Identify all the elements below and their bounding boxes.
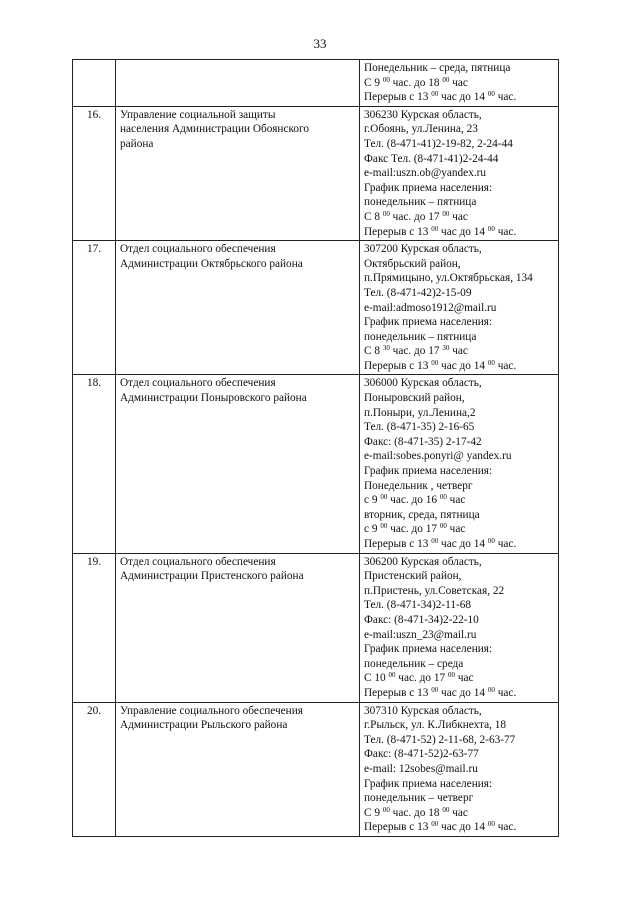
row-number: 19. <box>73 553 116 702</box>
address-line <box>364 391 554 406</box>
address-line <box>364 195 554 210</box>
address-text: Перерыв с 13 <box>364 686 432 699</box>
time-minutes: 00 <box>382 75 390 84</box>
address-text: График приема населения: <box>364 181 493 194</box>
address-line <box>364 449 554 464</box>
address-line <box>364 686 554 701</box>
address-line <box>364 777 554 792</box>
address-text: С 8 <box>364 345 383 358</box>
address-text: Тел. (8-471-52) 2-11-68, 2-63-77 <box>364 733 516 746</box>
address-text: час. до 17 <box>389 345 443 358</box>
address-text: час до 14 <box>438 225 488 238</box>
table-row <box>73 60 559 107</box>
address-line <box>364 330 554 345</box>
address-line <box>364 210 554 225</box>
time-minutes: 00 <box>487 685 495 694</box>
row-number: 16. <box>73 106 116 240</box>
organization-name-line: Отдел социального обеспечения <box>120 377 276 390</box>
address-line <box>364 657 554 672</box>
address-line <box>364 747 554 762</box>
address-text: Факс: (8-471-52)2-63-77 <box>364 748 479 761</box>
address-text: График приема населения: <box>364 465 493 478</box>
address-line <box>364 286 554 301</box>
time-minutes: 00 <box>431 224 439 233</box>
address-text: Перерыв с 13 <box>364 359 432 372</box>
address-text: час. до 17 <box>387 523 440 536</box>
organization-name <box>116 241 360 375</box>
address-text: час. <box>494 225 517 238</box>
address-text: Понедельник , четверг <box>364 479 473 492</box>
organization-name-line: района <box>120 137 154 150</box>
address-line <box>364 718 554 733</box>
time-minutes: 00 <box>431 820 439 829</box>
address-line <box>364 628 554 643</box>
address-text: График приема населения: <box>364 777 493 790</box>
address-and-schedule <box>360 106 559 240</box>
address-text: 306200 Курская область, <box>364 555 482 568</box>
address-line <box>364 242 554 257</box>
address-line <box>364 435 554 450</box>
address-text: г.Обоянь, ул.Ленина, 23 <box>364 123 478 136</box>
address-text: час <box>449 345 468 358</box>
address-line <box>364 152 554 167</box>
address-line <box>364 90 554 105</box>
address-text: e-mail:uszn_23@mail.ru <box>364 628 477 641</box>
address-line <box>364 508 554 523</box>
time-minutes: 30 <box>382 344 390 353</box>
time-minutes: 30 <box>442 344 450 353</box>
address-text: e-mail:uszn.ob@yandex.ru <box>364 167 487 180</box>
address-text: час <box>446 494 466 507</box>
time-minutes: 00 <box>487 820 495 829</box>
address-text: час. <box>494 91 517 104</box>
address-text: час. до 18 <box>389 76 443 89</box>
address-text: час. до 16 <box>387 494 440 507</box>
time-minutes: 00 <box>487 90 495 99</box>
table-row <box>73 553 559 702</box>
time-minutes: 00 <box>442 209 450 218</box>
address-text: час. <box>494 821 517 834</box>
time-minutes: 00 <box>487 358 495 367</box>
table-row <box>73 106 559 240</box>
address-line <box>364 598 554 613</box>
organization-name-line: Управление социального обеспечения <box>120 704 303 717</box>
address-text: Факс: (8-471-34)2-22-10 <box>364 613 479 626</box>
address-line <box>364 493 554 508</box>
address-line <box>364 61 554 76</box>
address-line <box>364 733 554 748</box>
table-row <box>73 702 559 836</box>
address-text: Тел. (8-471-41)2-19-82, 2-24-44 <box>364 137 513 150</box>
address-text: п.Прямицыно, ул.Октябрьская, 134 <box>364 272 533 285</box>
address-text: час <box>455 672 474 685</box>
address-text: Перерыв с 13 <box>364 821 432 834</box>
address-text: График приема населения: <box>364 643 493 656</box>
organization-name-line: Отдел социального обеспечения <box>120 555 276 568</box>
table-body <box>73 60 559 837</box>
address-line <box>364 301 554 316</box>
address-text: Перерыв с 13 <box>364 538 432 550</box>
address-line <box>364 76 554 91</box>
organization-name-line: Отдел социального обеспечения <box>120 243 276 256</box>
address-line <box>364 137 554 152</box>
address-text: понедельник – четверг <box>364 792 474 805</box>
office-contacts-table <box>72 59 559 837</box>
time-minutes: 00 <box>431 685 439 694</box>
time-minutes: 00 <box>448 671 456 680</box>
address-text: 307200 Курская область, <box>364 243 482 256</box>
row-number: 20. <box>73 702 116 836</box>
address-line <box>364 555 554 570</box>
address-line <box>364 122 554 137</box>
address-text: час <box>449 210 468 223</box>
address-text: С 8 <box>364 210 383 223</box>
row-number: 18. <box>73 375 116 553</box>
organization-name-line: Администрации Поныровского района <box>120 392 307 405</box>
page-number: 33 <box>313 36 327 51</box>
organization-name <box>116 553 360 702</box>
address-text: Понедельник – среда, пятница <box>364 62 511 74</box>
address-text: г.Рыльск, ул. К.Либкнехта, 18 <box>364 719 507 732</box>
address-and-schedule <box>360 60 559 107</box>
address-and-schedule <box>360 241 559 375</box>
address-text: С 9 <box>364 76 383 89</box>
time-minutes: 00 <box>380 493 388 502</box>
address-line <box>364 420 554 435</box>
address-text: с 9 <box>364 494 381 507</box>
table-row <box>73 375 559 553</box>
organization-name-line: населения Администрации Обоянского <box>120 123 310 136</box>
address-line <box>364 315 554 330</box>
time-minutes: 00 <box>487 537 495 545</box>
address-line <box>364 537 554 552</box>
address-text: С 10 <box>364 672 389 685</box>
address-line <box>364 225 554 240</box>
time-minutes: 00 <box>439 522 447 531</box>
address-text: Перерыв с 13 <box>364 225 432 238</box>
address-text: час. <box>494 686 517 699</box>
address-text: п.Пристень, ул.Советская, 22 <box>364 584 505 597</box>
table-row <box>73 241 559 375</box>
time-minutes: 00 <box>431 358 439 367</box>
organization-name <box>116 702 360 836</box>
address-text: час до 14 <box>438 91 488 104</box>
row-number <box>73 60 116 107</box>
address-line <box>364 791 554 806</box>
address-line <box>364 166 554 181</box>
address-line <box>364 671 554 686</box>
address-text: час <box>446 523 466 536</box>
address-text: час до 14 <box>438 359 488 372</box>
address-and-schedule <box>360 553 559 702</box>
organization-name <box>116 106 360 240</box>
organization-name <box>116 375 360 553</box>
time-minutes: 00 <box>431 537 439 545</box>
time-minutes: 00 <box>380 522 388 531</box>
address-line <box>364 479 554 494</box>
address-text: с 9 <box>364 523 381 536</box>
address-line <box>364 642 554 657</box>
address-line <box>364 271 554 286</box>
time-minutes: 00 <box>442 805 450 814</box>
organization-name-line: Администрации Рыльского района <box>120 719 288 732</box>
address-text: 307310 Курская область, <box>364 704 482 717</box>
address-text: Пристенский район, <box>364 570 462 583</box>
address-text: п.Поныри, ул.Ленина,2 <box>364 406 476 419</box>
address-line <box>364 406 554 421</box>
address-text: час до 14 <box>438 686 488 699</box>
address-text: понедельник – среда <box>364 657 464 670</box>
address-text: e-mail:admoso1912@mail.ru <box>364 301 497 314</box>
organization-name <box>116 60 360 107</box>
address-text: час. <box>494 359 517 372</box>
address-text: понедельник – пятница <box>364 330 477 343</box>
time-minutes: 00 <box>382 805 390 814</box>
address-line <box>364 359 554 374</box>
time-minutes: 00 <box>487 224 495 233</box>
address-text: час до 14 <box>438 538 488 550</box>
address-line <box>364 584 554 599</box>
address-text: 306230 Курская область, <box>364 108 482 121</box>
address-line <box>364 806 554 821</box>
address-line <box>364 108 554 123</box>
address-text: час <box>449 76 468 89</box>
address-text: час до 14 <box>438 821 488 834</box>
address-text: Факс: (8-471-35) 2-17-42 <box>364 435 482 448</box>
address-text: понедельник – пятница <box>364 196 477 209</box>
time-minutes: 00 <box>388 671 396 680</box>
time-minutes: 00 <box>382 209 390 218</box>
address-text: Тел. (8-471-42)2-15-09 <box>364 286 472 299</box>
organization-name-line: Управление социальной защиты <box>120 108 276 121</box>
address-line <box>364 522 554 537</box>
address-text: 306000 Курская область, <box>364 377 482 390</box>
row-number: 17. <box>73 241 116 375</box>
organization-name-line: Администрации Пристенского района <box>120 570 304 583</box>
address-line <box>364 181 554 196</box>
address-text: вторник, среда, пятница <box>364 508 480 521</box>
address-and-schedule <box>360 375 559 553</box>
time-minutes: 00 <box>442 75 450 84</box>
address-text: Поныровский район, <box>364 392 465 405</box>
address-and-schedule <box>360 702 559 836</box>
address-text: e-mail:sobes.ponyri@ yandex.ru <box>364 450 512 463</box>
address-line <box>364 569 554 584</box>
address-line <box>364 464 554 479</box>
address-line <box>364 257 554 272</box>
address-line <box>364 762 554 777</box>
address-text: График приема населения: <box>364 316 493 329</box>
address-line <box>364 820 554 835</box>
address-text: час. до 17 <box>395 672 449 685</box>
address-text: Перерыв с 13 <box>364 91 432 104</box>
address-text: Тел. (8-471-35) 2-16-65 <box>364 421 475 434</box>
address-text: e-mail: 12sobes@mail.ru <box>364 762 478 775</box>
time-minutes: 00 <box>439 493 447 502</box>
address-text: С 9 <box>364 806 383 819</box>
address-line <box>364 613 554 628</box>
address-text: Октябрьский район, <box>364 257 461 270</box>
address-text: Тел. (8-471-34)2-11-68 <box>364 599 472 612</box>
organization-name-line: Администрации Октябрьского района <box>120 257 303 270</box>
address-text: час <box>449 806 468 819</box>
address-line <box>364 344 554 359</box>
address-line <box>364 376 554 391</box>
address-text: Факс Тел. (8-471-41)2-24-44 <box>364 152 499 165</box>
address-text: час. до 17 <box>389 210 443 223</box>
time-minutes: 00 <box>431 90 439 99</box>
address-text: час. до 18 <box>389 806 443 819</box>
address-line <box>364 704 554 719</box>
address-text: час. <box>494 538 517 550</box>
